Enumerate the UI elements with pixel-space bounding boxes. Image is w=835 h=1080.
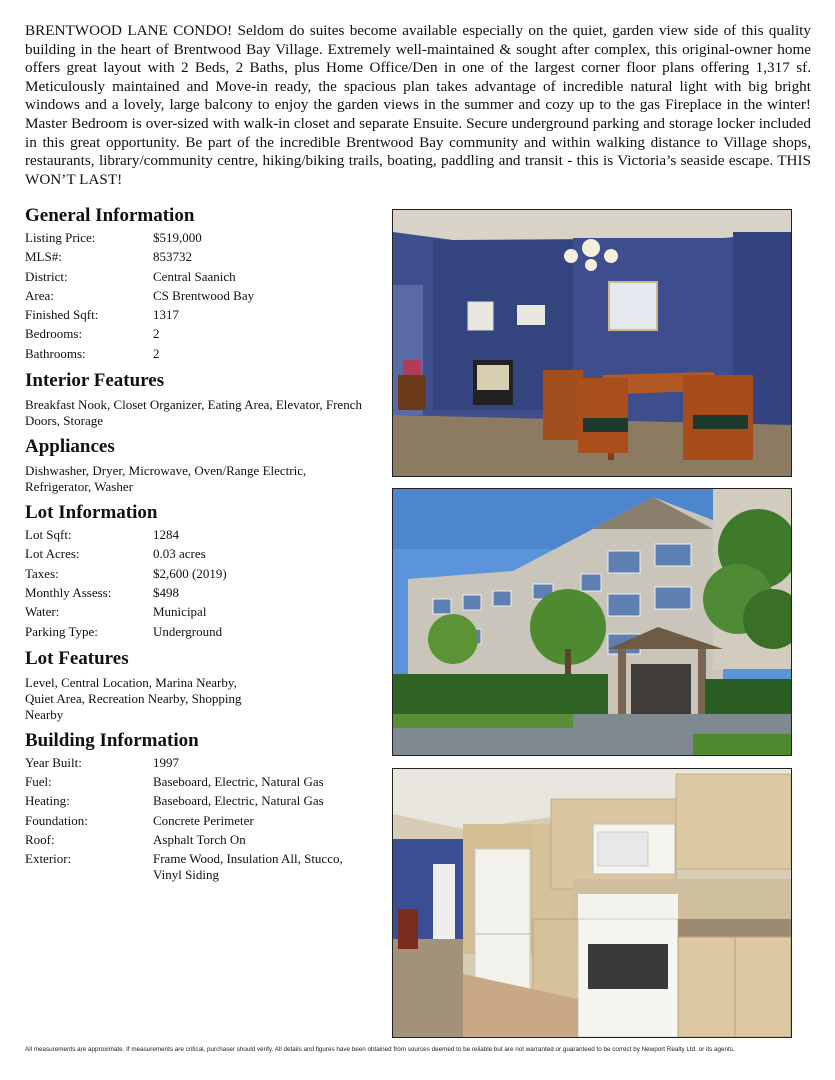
row-label: Taxes: (25, 565, 59, 581)
appliances-heading: Appliances (25, 436, 115, 458)
dining-room-photo (392, 209, 792, 477)
row-value: $498 (153, 584, 179, 600)
row-value: 2 (153, 345, 160, 361)
row-value: Frame Wood, Insulation All, Stucco, Vinyl Siding (153, 851, 343, 883)
table-row (25, 564, 370, 583)
row-label: Roof: (25, 832, 55, 848)
row-label: Foundation: (25, 812, 88, 828)
general-information-heading: General Information (25, 205, 195, 226)
row-label: Area: (25, 287, 54, 303)
row-label: Fuel: (25, 774, 52, 790)
details-column (25, 204, 370, 889)
row-value: Concrete Perimeter (153, 812, 254, 828)
row-value: 0.03 acres (153, 546, 206, 562)
lot-information-section (25, 501, 370, 641)
disclaimer-footer: All measurements are approximate. If measurements are critical, purchaser should verify. All details and figures have been obtained from sources deemed to be reliable but are not warranted or guaranteed to be correct by Newport Realty Ltd. or its agents. (25, 1046, 735, 1053)
row-label: MLS#: (25, 249, 62, 265)
table-row (25, 753, 370, 772)
lot-features-heading: Lot Features (25, 647, 129, 669)
row-value: 2 (153, 326, 160, 342)
row-value: CS Brentwood Bay (153, 287, 255, 303)
table-row (25, 267, 370, 286)
row-value: $2,600 (2019) (153, 565, 227, 581)
row-label: Parking Type: (25, 623, 98, 639)
building-information-table (25, 753, 370, 883)
general-information-section (25, 204, 370, 363)
table-row (25, 602, 370, 621)
kitchen-photo (392, 768, 792, 1038)
row-value: Underground (153, 623, 223, 639)
row-label: Bedrooms: (25, 326, 83, 342)
row-value: Baseboard, Electric, Natural Gas (153, 793, 324, 809)
row-value: Central Saanich (153, 268, 236, 284)
interior-features-text: Breakfast Nook, Closet Organizer, Eating Area, Elevator, French Doors, Storage (25, 397, 362, 429)
row-label: Heating: (25, 793, 70, 809)
lot-information-heading: Lot Information (25, 502, 158, 524)
table-row (25, 849, 370, 883)
row-label: Lot Sqft: (25, 527, 72, 543)
building-exterior-photo (392, 488, 792, 756)
row-label: Water: (25, 604, 60, 620)
table-row (25, 324, 370, 343)
appliances-text: Dishwasher, Dryer, Microwave, Oven/Range Electric, Refrigerator, Washer (25, 463, 307, 495)
row-label: District: (25, 268, 68, 284)
general-information-table (25, 228, 370, 363)
table-row (25, 772, 370, 791)
table-row (25, 583, 370, 602)
interior-features-section (25, 369, 370, 429)
lot-information-table (25, 525, 370, 641)
table-row (25, 344, 370, 363)
row-value: 1997 (153, 754, 179, 770)
table-row (25, 247, 370, 266)
row-value: $519,000 (153, 230, 202, 245)
table-row (25, 622, 370, 641)
table-row (25, 228, 370, 247)
row-label: Monthly Assess: (25, 584, 112, 600)
table-row (25, 305, 370, 324)
row-value: 1317 (153, 307, 179, 323)
building-information-heading: Building Information (25, 729, 199, 751)
building-information-section (25, 729, 370, 883)
row-label: Year Built: (25, 754, 82, 770)
table-row (25, 525, 370, 544)
table-row (25, 286, 370, 305)
table-row (25, 791, 370, 810)
row-label: Listing Price: (25, 230, 96, 245)
row-value: Baseboard, Electric, Natural Gas (153, 774, 324, 790)
row-label: Lot Acres: (25, 546, 80, 562)
lot-features-section (25, 647, 370, 723)
row-value: 1284 (153, 527, 179, 543)
interior-features-heading: Interior Features (25, 370, 165, 392)
row-label: Exterior: (25, 851, 72, 867)
lot-features-text: Level, Central Location, Marina Nearby, Quiet Area, Recreation Nearby, Shopping Nearby (25, 674, 242, 722)
row-value: 853732 (153, 249, 192, 265)
table-row (25, 811, 370, 830)
appliances-section (25, 435, 370, 495)
row-label: Finished Sqft: (25, 307, 99, 323)
table-row (25, 544, 370, 563)
listing-description: BRENTWOOD LANE CONDO! Seldom do suites become available especially on the quiet, garden view side of this quality building in the heart of Brentwood Bay Village. Extremely well-maintained & sought after complex, this original-owner home offers great layout with 2 Beds, 2 Baths, plus Home Office/Den in one of the largest corner floor plans offering 1,317 sf. Meticulously maintained and Move-in ready, the spacious plan takes advantage of incredible natural light with big bright windows and a lovely, large balcony to enjoy the garden views in the summer and cozy up to the gas Fireplace in the winter! Master Bedroom is over-sized with walk-in closet and separate Ensuite. Secure underground parking and storage locker included in this great opportunity. Be part of the incredible Brentwood Bay community and within walking distance to Village shops, restaurants, library/community centre, hiking/biking trails, boating, paddling and transit - this is Victoria’s seaside escape. THIS WON’T LAST! (25, 22, 811, 188)
row-value: Asphalt Torch On (153, 832, 246, 848)
row-label: Bathrooms: (25, 345, 86, 361)
row-value: Municipal (153, 604, 207, 620)
table-row (25, 830, 370, 849)
